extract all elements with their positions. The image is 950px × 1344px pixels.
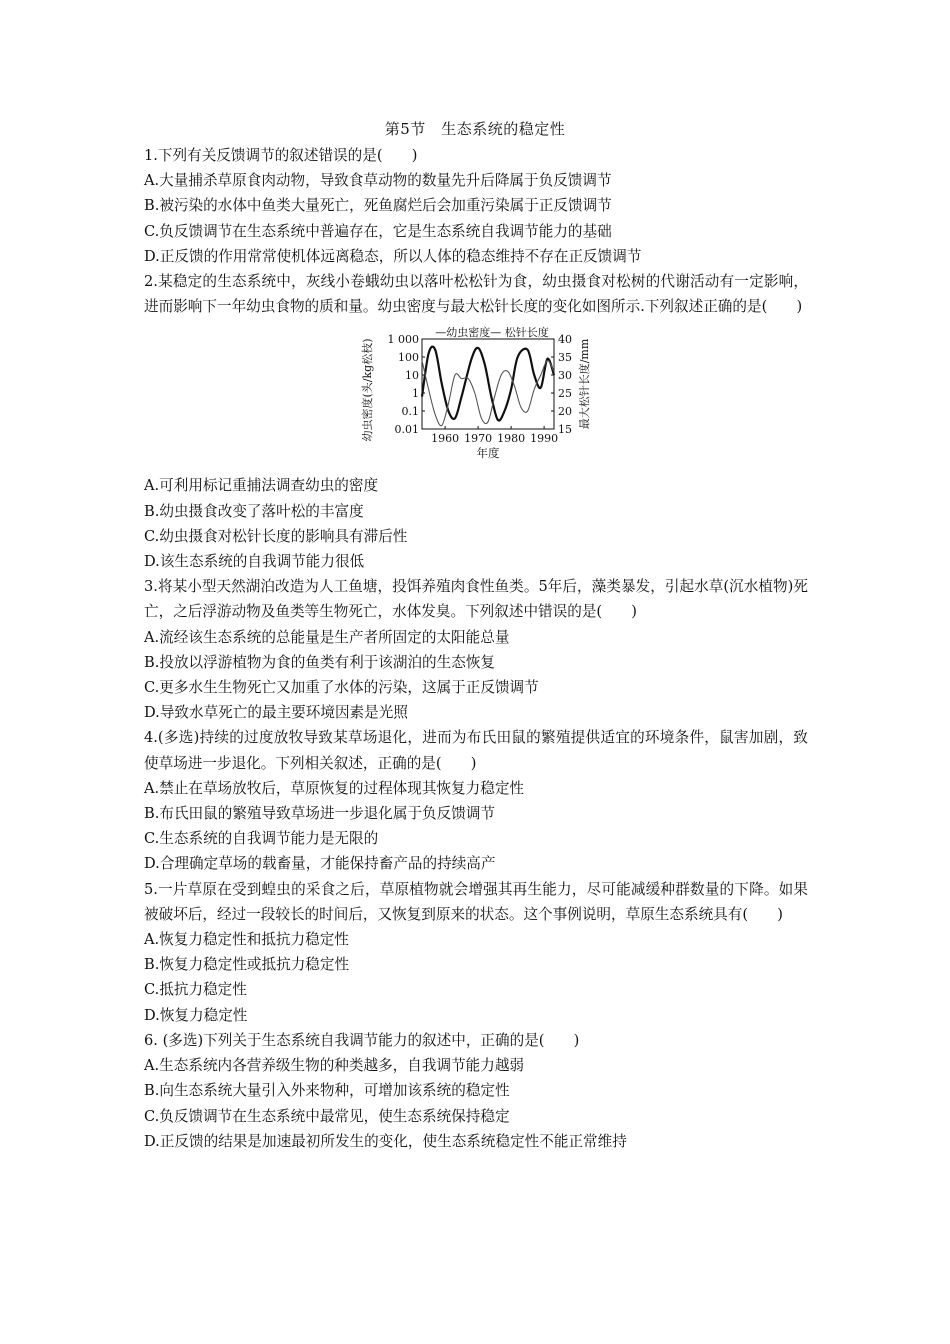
right-tick-label: 40 <box>558 333 572 347</box>
question-1-stem: 1.下列有关反馈调节的叙述错误的是( ) <box>144 147 418 164</box>
question-3-option-b: B.投放以浮游植物为食的鱼类有利于该湖泊的生态恢复 <box>144 653 496 671</box>
left-tick-label: 1 <box>412 387 419 401</box>
question-2-option-d: D.该生态系统的自我调节能力很低 <box>144 553 365 571</box>
question-6-option-b: B.向生态系统大量引入外来物种，可增加该系统的稳定性 <box>144 1082 510 1100</box>
question-2-option-b: B.幼虫摄食改变了落叶松的丰富度 <box>144 502 364 520</box>
right-tick-label: 20 <box>558 405 572 419</box>
question-5-option-d: D.恢复力稳定性 <box>144 1006 248 1024</box>
x-axis-title: 年度 <box>476 446 500 461</box>
question-4-option-d: D.合理确定草场的载畜量，才能保持畜产品的持续高产 <box>144 855 496 873</box>
left-tick-label: 0.01 <box>394 423 419 437</box>
larva-density-needle-length-chart <box>349 325 599 463</box>
question-6-option-a: A.生态系统内各营养级生物的种类越多，自我调节能力越弱 <box>144 1057 525 1075</box>
chart-series <box>422 347 554 426</box>
right-axis-title: 最大松针长度/mm <box>578 339 591 430</box>
question-2-option-c: C.幼虫摄食对松针长度的影响具有滞后性 <box>144 527 408 545</box>
question-5-option-b: B.恢复力稳定性或抵抗力稳定性 <box>144 956 350 974</box>
question-1-option-c: C.负反馈调节在生态系统中普遍存在，它是生态系统自我调节能力的基础 <box>144 222 612 240</box>
question-1-option-a: A.大量捕杀草原食肉动物，导致食草动物的数量先升后降属于负反馈调节 <box>144 172 612 190</box>
needle-length-line <box>422 361 554 426</box>
question-list <box>144 143 808 1154</box>
question-2-stem: 2.某稳定的生态系统中，灰线小卷蛾幼虫以落叶松松针为食，幼虫摄食对松树的代谢活动有一定影响，进而影响下一年幼虫食物的质和量。幼虫密度与最大松针长度的变化如图所示.下列叙述正确的是( ) <box>144 273 808 316</box>
right-tick-label: 35 <box>558 351 572 365</box>
right-tick-label: 15 <box>558 423 572 437</box>
question-4-stem: 4.(多选)持续的过度放牧导致某草场退化，进而为布氏田鼠的繁殖提供适宜的环境条件，鼠害加剧，致使草场进一步退化。下列相关叙述，正确的是( ) <box>144 729 808 772</box>
left-tick-label: 1 000 <box>387 333 419 347</box>
question-3-stem: 3.将某小型天然湖泊改造为人工鱼塘，投饵养殖肉食性鱼类。5年后，藻类暴发，引起水草(沉水植物)死亡，之后浮游动物及鱼类等生物死亡，水体发臭。下列叙述中错误的是( ) <box>144 578 808 621</box>
question-5-option-a: A.恢复力稳定性和抵抗力稳定性 <box>144 931 349 949</box>
question-1-option-d: D.正反馈的作用常常使机体远离稳态，所以人体的稳态维持不存在正反馈调节 <box>144 247 642 265</box>
left-axis-title: 幼虫密度(头/kg松枝) <box>361 338 374 442</box>
right-tick-label: 30 <box>558 369 572 383</box>
question-4-option-b: B.布氏田鼠的繁殖导致草场进一步退化属于负反馈调节 <box>144 805 496 823</box>
left-tick-label: 100 <box>398 351 419 365</box>
question-2-option-a: A.可利用标记重捕法调查幼虫的密度 <box>144 477 379 495</box>
question-5-option-c: C.抵抗力稳定性 <box>144 981 247 999</box>
section-title: 第5节 生态系统的稳定性 <box>384 120 566 138</box>
question-1-option-b: B.被污染的水体中鱼类大量死亡，死鱼腐烂后会加重污染属于正反馈调节 <box>144 197 612 215</box>
x-tick-label: 1980 <box>497 432 526 446</box>
question-6-option-c: C.负反馈调节在生态系统中最常见，使生态系统保持稳定 <box>144 1107 510 1125</box>
question-6-stem: 6. (多选)下列关于生态系统自我调节能力的叙述中，正确的是( ) <box>144 1031 580 1049</box>
question-4-option-c: C.生态系统的自我调节能力是无限的 <box>144 830 379 848</box>
larva-density-line <box>422 347 554 421</box>
x-tick-label: 1970 <box>464 432 493 446</box>
right-tick-label: 25 <box>558 387 572 401</box>
x-tick-label: 1990 <box>530 432 559 446</box>
question-3-option-a: A.流经该生态系统的总能量是生产者所固定的太阳能总量 <box>144 628 510 646</box>
left-tick-label: 0.1 <box>401 405 419 419</box>
question-6-option-d: D.正反馈的结果是加速最初所发生的变化，使生态系统稳定性不能正常维持 <box>144 1132 627 1150</box>
question-4-option-a: A.禁止在草场放牧后，草原恢复的过程体现其恢复力稳定性 <box>144 779 525 797</box>
x-tick-label: 1960 <box>431 432 460 446</box>
question-3-option-c: C.更多水生生物死亡又加重了水体的污染，这属于正反馈调节 <box>144 679 539 697</box>
chart-labels <box>360 325 591 460</box>
question-3-option-d: D.导致水草死亡的最主要环境因素是光照 <box>144 704 408 722</box>
chart-legend: —幼虫密度— 松针长度 <box>435 326 549 340</box>
question-5-stem: 5.一片草原在受到蝗虫的采食之后，草原植物就会增强其再生能力，尽可能减缓种群数量的下降。如果被破坏后，经过一段较长的时间后，又恢复到原来的状态。这个事例说明，草原生态系统具有( ) <box>144 880 808 923</box>
left-tick-label: 10 <box>405 369 419 383</box>
